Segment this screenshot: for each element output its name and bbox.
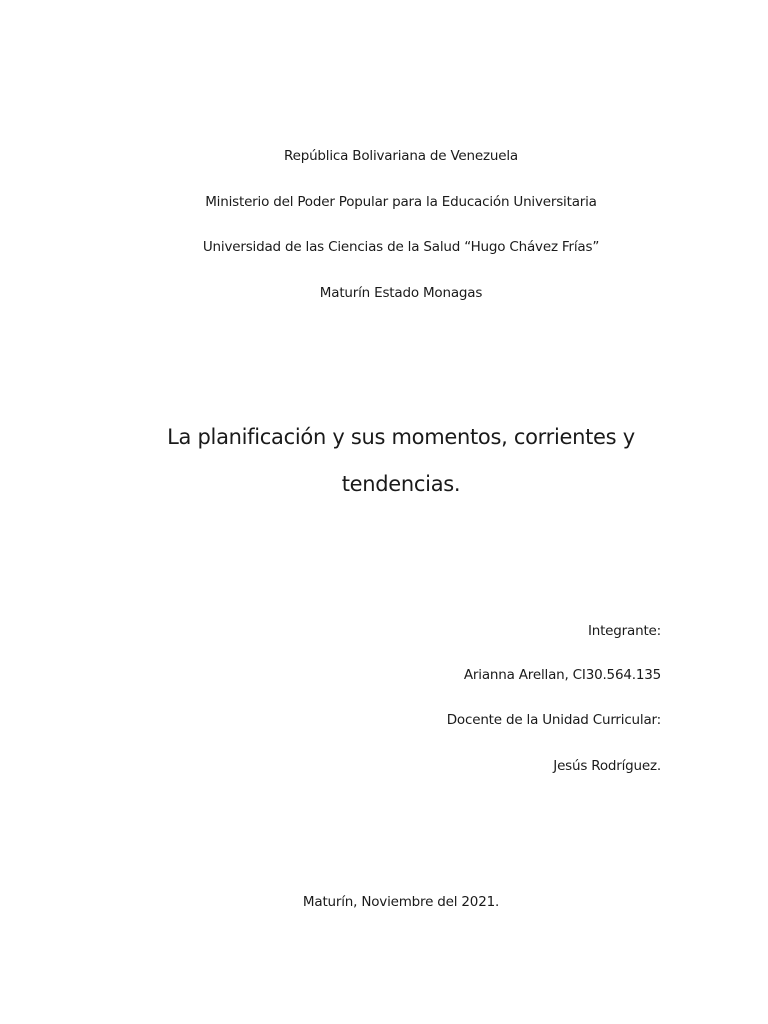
location-heading: Maturín Estado Monagas: [319, 285, 483, 301]
member-label: Integrante:: [587, 623, 661, 639]
university-heading: Universidad de las Ciencias de la Salud “Hugo Chávez Frías”: [202, 239, 600, 255]
document-title-line-2: tendencias.: [341, 472, 461, 496]
member-name: Arianna Arellan, CI30.564.135: [463, 667, 661, 683]
teacher-name: Jesús Rodríguez.: [553, 758, 661, 774]
document-title-line-1: La planificación y sus momentos, corrientes y: [167, 425, 635, 449]
country-heading: República Bolivariana de Venezuela: [284, 148, 518, 164]
ministry-heading: Ministerio del Poder Popular para la Educación Universitaria: [205, 194, 597, 210]
teacher-label: Docente de la Unidad Curricular:: [446, 712, 661, 728]
place-and-date: Maturín, Noviembre del 2021.: [302, 894, 500, 910]
